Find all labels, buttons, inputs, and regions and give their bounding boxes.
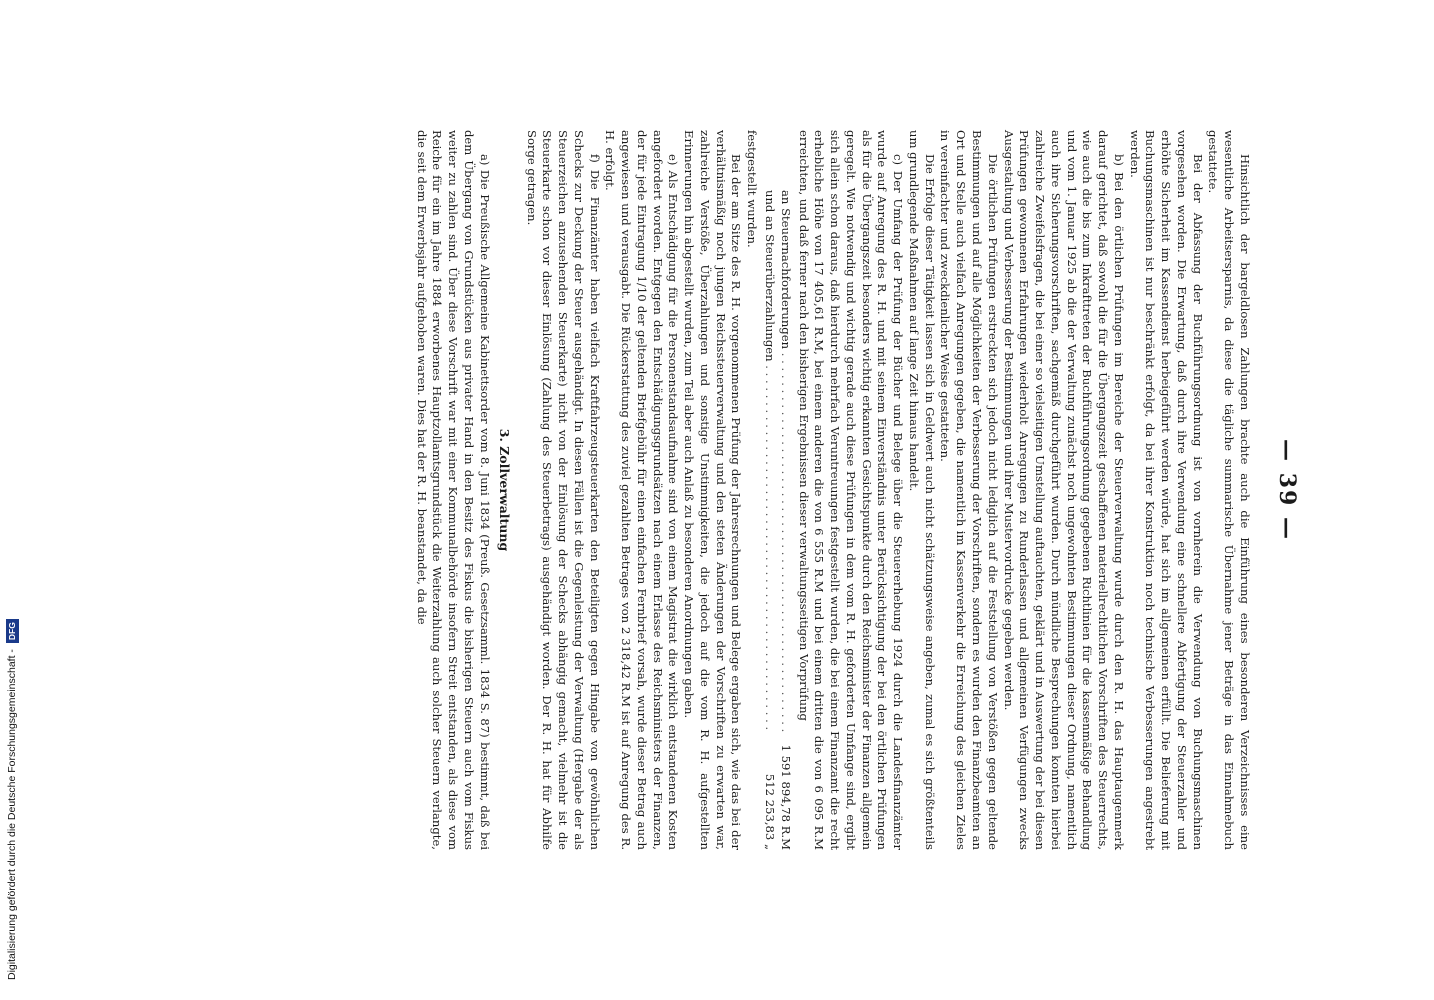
figure-label: an Steuernachforderungen . . . bbox=[777, 130, 793, 734]
section-heading: 3. Zollverwaltung bbox=[496, 428, 512, 552]
paragraph: c) Der Umfang der Prüfung der Bücher und Belege über die Steuererhebung 1924 durch die Landesfinanzämter wurde auf Anregung des R. H. und mit seinem Einverständnis unter Berücksichtigung der bei den örtlichen Prüfungen als für die Übergangszeit besonders wichtig erkannten Gesichtspunkte durch den Reichsminister der Finanzen allgemein geregelt. Wie notwendig und wichtig gerade auch diese Prüfungen in dem vom R. H. geforderten Umfange sind, ergibt sich allein schon daraus, daß hierdurch mehrfach Veruntreuungen festgestellt wurden, die bei einem Finanzamt die recht erhebliche Höhe von 17 405,61 R.M, bei einem anderen die von 6 555 R.M und bei einem dritten die von 6 095 R.M erreichten, und daß ferner nach den bisherigen Ergebnissen dieser verwaltungsseitigen Vorprüfung bbox=[796, 130, 906, 850]
paragraph: f) Die Finanzämter haben vielfach Kraftfahrzeugsteuerkarten den Beteiligten gegen Hingabe von gewöhnlichen Schecks zur Deckung der Steuer ausgehändigt. In diesen Fällen ist die Gegenleistung der Verwaltung (Hergabe der als Steuerzeichen anzusehenden Steuerkarte) nicht von der Einlösung der Schecks abhängig gemacht, vielmehr ist die Steuerkarte schon vor dieser Einlösung (Zahlung des Steuerbetrags) ausgehändigt worden. Der R. H. hat für Abhilfe Sorge getragen. bbox=[524, 130, 602, 850]
figure-row bbox=[761, 130, 777, 850]
paragraph: Die örtlichen Prüfungen erstreckten sich jedoch nicht lediglich auf die Feststellung von Verstößen gegen geltende Bestimmungen und auf alle Möglichkeiten der Verbesserung der Vorschriften, sondern es wurden den Finanzbeamten an Ort und Stelle auch vielfach Anregungen gegeben, die namentlich im Kassenverkehr die Erreichung des gleichen Zieles in vereinfachter und zweckdienlicher Weise gestatteten. bbox=[938, 130, 1000, 850]
paragraph: e) Als Entschädigung für die Personenstandsaufnahme sind von einem Magistrat die wirklich entstandenen Kosten angefordert worden. Entgegen den Entschädigungsgrundsätzen nach einem Erlasse des Reichsministers der Finanzen, der für jede Eintragung 1/10 der geltenden Briefgebühr für einen einfachen Fernbrief vorsah, wurde dieser Betrag auch angewiesen und verausgabt. Die Rückerstattung des zuviel gezahlten Betrages von 2 318,42 R.M ist auf Anregung des R. H. erfolgt. bbox=[603, 130, 681, 850]
figure-value: 512 253,83 „ bbox=[763, 773, 778, 850]
paragraph: festgestellt wurden. bbox=[745, 130, 760, 248]
digitization-footer bbox=[4, 0, 20, 990]
body-text bbox=[413, 130, 1252, 850]
paragraph: Bei der Abfassung der Buchführungsordnung ist von vornherein die Verwendung von Buchungsmaschinen vorgesehen worden. Die Erwartung, daß durch ihre Verwendung eine schnellere Abfertigung der Steuerzahler und erhöhte Sicherheit im Kassendienst herbeigeführt werden würde, hat sich im allgemeinen erfüllt. Die Belieferung mit Buchungsmaschinen ist nur beschränkt erfolgt, da bei ihrer Konstruktion noch technische Verbesserungen angestrebt werden. bbox=[1127, 130, 1205, 850]
paragraph: Hinsichtlich der bargeldlosen Zahlungen brachte auch die Einführung eines besonderen Verzeichnisses eine wesentliche Arbeitsersparnis, da diese die tägliche summarische Übernahme jener Beträge in das Einnahmebuch gestattete. bbox=[1206, 130, 1252, 850]
figure-label: und an Steuerüberzahlungen . . . bbox=[761, 130, 777, 734]
dfg-logo: DFG bbox=[6, 619, 19, 643]
rotated-page bbox=[150, 130, 1300, 850]
page-number: — 39 — bbox=[1274, 439, 1300, 541]
paragraph: Bei der am Sitze des R. H. vorgenommenen Prüfung der Jahresrechnungen und Belege ergaben sich, wie das bei der verhältnismäßig noch jungen Reichssteuerverwaltung und den steten Änderungen der Vorschriften zu erwarten war, zahlreiche Verstöße, Überzahlungen und sonstige Unstimmigkeiten, die jedoch auf die vom R. H. aufgestellten Erinnerungen hin abgestellt wurden, zum Teil aber auch Anlaß zu besonderen Anordnungen gaben. bbox=[682, 130, 744, 850]
paragraph: a) Die Preußische Allgemeine Kabinettsorder vom 8. Juni 1834 (Preuß. Gesetzsamml. 1834 S. 87) bestimmt, daß bei dem Übergang von Grundstücken aus privater Hand in den Besitz des Fiskus die bisherigen Steuern auch vom Fiskus weiter zu zahlen sind. Über diese Vorschrift war mit einer Kommunalbehörde insofern Streit entstanden, als diese vom Reiche für ein im Jahre 1884 erworbenes Hauptzollamtsgrundstück die Weiterzahlung auch solcher Steuern verlangte, die seit dem Erwerbsjahr aufgehoben waren. Dies hat der R. H. beanstandet, da die bbox=[414, 130, 492, 850]
paragraph: Die Erfolge dieser Tätigkeit lassen sich in Geldwert auch nicht schätzungsweise angeben, zumal es sich größtenteils um grundlegende Maßnahmen auf lange Zeit hinaus handelt. bbox=[906, 130, 937, 850]
figure-row bbox=[777, 130, 793, 850]
footer-text: Digitalisierung gefördert durch die Deutsche Forschungsgemeinschaft - bbox=[6, 649, 18, 980]
figure-value: 1 591 894,78 R.M bbox=[778, 744, 793, 850]
figures-table bbox=[761, 130, 793, 850]
paragraph: b) Bei den örtlichen Prüfungen im Bereiche der Steuerverwaltung wurde durch den R. H. das Hauptaugenmerk darauf gerichtet, daß sowohl die für die Übergangszeit geschaffenen materiellrechtlichen Vorschriften des Steuerrechts, wie auch die bis zum Inkrafttreten der Buchführungsordnung gegebenen Richtlinien für die kassenmäßige Behandlung und vom 1. Januar 1925 ab die der Verwaltung zunächst noch ungewohnten Bestimmungen dieser Ordnung, namentlich auch ihre Sicherungsvorschriften, sachgemäß durchgeführt wurden. Durch mündliche Besprechungen konnten hierbei zahlreiche Zweifelsfragen, die bei einer so vielseitigen Umstellung auftauchten, geklärt und in Auswertung der bei diesen Prüfungen gewonnenen Erfahrungen wiederholt Anregungen zu Runderlassen und allgemeinen Verfügungen zwecks Ausgestaltung und Verbesserung der Bestimmungen und ihrer Mustervordrucke gegeben werden. bbox=[1001, 130, 1126, 850]
